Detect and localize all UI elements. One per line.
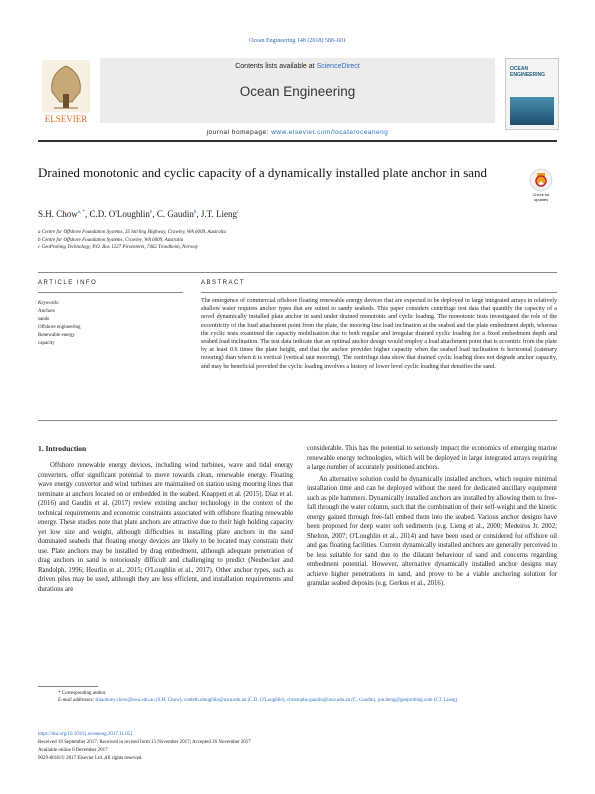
contents-prefix: Contents lists available at [235,63,317,70]
article-title: Drained monotonic and cyclic capacity of a dynamically installed plate anchor in sand [38,165,488,180]
affiliation: a Centre for Offshore Foundation Systems, 35 Stirling Highway, Crawley, WA 6009, Australia [38,230,226,235]
homepage-prefix: journal homepage: [206,129,272,136]
available-online: Available online 6 December 2017 [38,748,108,753]
keyword: Offshore engineering [38,325,81,330]
author-sup[interactable]: b [149,210,153,215]
homepage-link[interactable]: www.elsevier.com/locate/oceaneng [271,129,389,136]
keywords [38,300,168,348]
email-addresses[interactable]: shiaohuey.chow@uwa.edu.au (S.H. Chow), conleth.oloughlin@uwa.edu.au (C.D. O'Loughlin), christophe.gaudin@uwa.edu.au (C. Gaudin), jon.lieng@geoprobing.com (J.T. Lieng). [95,698,459,703]
info-top-rule [38,272,557,273]
body-column-right [307,444,557,589]
author-sup[interactable]: c [236,210,240,215]
author-name[interactable]: S.H. Chow [38,209,78,219]
elsevier-wordmark: ELSEVIER [44,114,88,124]
corresponding-author: * Corresponding author. [58,691,107,696]
author-name[interactable]: C. Gaudin [156,209,194,219]
paragraph: An alternative solution could be dynamically installed anchors, which require minimal installation time and can be deployed without the need for dedicated ancillary equipment such as pile hammers. Dynamically installed anchors are installed by allowing them to free-fall through the water column, such that the combination of their self-weight and the kinetic energy gained through free-fall embed them into the seabed. Various anchor designs have been proposed for deep water soft sediments (e.g. Lieng et al., 2000; Medeiros Jr. 2002; Shelton, 2007; O'Loughlin et al., 2014) and have been used or considered for offshore oil and gas floating facilities. Current dynamically installed anchors are generally perceived to be less suitable for sand due to the dilatant behaviour of sand and concerns regarding embedment potential. However, alternative dynamically installed anchor designs may achieve higher penetrations in sand, and prove to be a viable anchoring solution for granular seabed deposits (e.g. Gerkus et al., 2016). [307,475,557,587]
paragraph: Offshore renewable energy devices, including wind turbines, wave and tidal energy converters, offer significant potential to move towards clean, renewable energy. Floating wave energy convertor and wind turbines are maintained on station using mooring lines that terminate at anchors located on or embedded in the seabed. Knappett et al. (2015), Díaz et al. (2016) and Gaudin et al. (2017) review existing anchor technology in the context of the technical requirements and economic constraints associated with offshore floating renewable energy. These studies note that plate anchors are attractive due to their high holding capacity yet low size and weight, although difficulties in installing plate anchors in the sand dominated seabeds that floating energy devices are likely to be located may constrain their use. Plate anchors may be installed by drag embedment, although adequate penetration of drag anchors in sand is notoriously difficult and challenging to predict (Neubecker and Randolph, 1996; Heurlin et al., 2015; O'Loughlin et al., 2017). Other anchor types, such as driven piles may be used, although they are less efficient, and installation requirements and durations are [38,462,293,593]
author-list: S.H. Chow$^{a, *}$, C.D. O'Loughlin$^b$, C. Gaudin$^b$, J.T. Lieng$^c$ [38,209,240,219]
email-line [38,697,557,704]
keyword: Anchors [38,309,55,314]
keyword: capacity [38,341,55,346]
publication-info [38,731,557,763]
affiliation: c GeoProbing Technology, P.O. Box 1227 Pirsenteret, 7462 Trondheim, Norway [38,245,198,250]
received-dates: Received 19 September 2017; Received in revised form 13 November 2017; Accepted 26 November 2017 [38,740,251,745]
keyword: Renewable energy [38,333,75,338]
body-column-left [38,461,293,594]
article-info-heading: ARTICLE INFO [38,280,98,286]
journal-cover [505,58,559,130]
journal-reference[interactable]: Ocean Engineering 148 (2018) 588–601 [249,38,346,44]
email-label: E-mail addresses: [58,698,95,703]
info-rule [38,292,183,293]
abstract-heading: ABSTRACT [201,280,246,286]
sciencedirect-link[interactable]: ScienceDirect [316,63,360,70]
keyword: sands [38,317,50,322]
affiliation: b Centre for Offshore Foundation Systems, Crawley, WA 6009, Australia [38,237,184,243]
abstract-text: The emergence of commercial offshore floating renewable energy devices that are expected to be deployed in large integrated arrays in relatively shallow water requires anchor types that are suited to sandy seabeds. This paper considers centrifuge test data that quantify the capacity of a novel dynamically installed plate anchor in sand under drained monotonic and cyclic loading. The monotonic tests investigated the role of the eccentricity of the load attachment point from the plate, the mooring line load inclination at the seabed and the plate embedment depth, whereas the cyclic tests examined the capacity mobilisation due to both regular and irregular drained cyclic loading for a fixed embedment depth and seabed load inclination. The test data indicate that an optimal anchor design would employ a load attachment point that is eccentric from the plate by at least 0.6 times the plate height, and that the anchor provides higher capacity when the seabed load inclination is horizontal (catenary mooring) than when it is vertical (vertical taut mooring). The centrifuge data show that drained cyclic loading does not degrade anchor capacity, and may be beneficial provided the cyclic loading involves a history of lower level cyclic loading that densifies the sand. [201,298,557,370]
check-for-updates-badge[interactable] [528,168,554,202]
journal-homepage [100,129,495,136]
header-rule [38,140,557,142]
elsevier-logo [38,58,94,128]
affiliations [38,229,226,252]
keywords-label: Keywords: [38,301,60,306]
footnotes [38,690,557,704]
author-sup[interactable]: b [193,210,197,215]
check-label: Check for updates [532,192,550,202]
paragraph: considerable. This has the potential to seriously impact the economics of emerging marine renewable energy technologies, which will be deployed in large integrated arrays requiring a large number of accurately positioned anchors. [307,445,557,471]
abstract-bottom-rule [38,420,557,421]
footnote-rule [38,686,98,687]
cover-image [510,97,554,125]
author-sup[interactable]: a, * [77,210,85,215]
journal-title: Ocean Engineering [239,84,356,99]
doi-link[interactable]: https://doi.org/10.1016/j.oceaneng.2017.11.051 [38,732,133,737]
section-heading: 1. Introduction [38,444,87,453]
author-name[interactable]: C.D. O'Loughlin [89,209,150,219]
copyright: 0029-8018/© 2017 Elsevier Ltd. All rights reserved. [38,756,143,761]
author-name[interactable]: J.T. Lieng [200,209,237,219]
abstract-rule [201,292,557,293]
cover-title: OCEAN ENGINEERING [510,66,546,78]
contents-line [100,63,495,70]
